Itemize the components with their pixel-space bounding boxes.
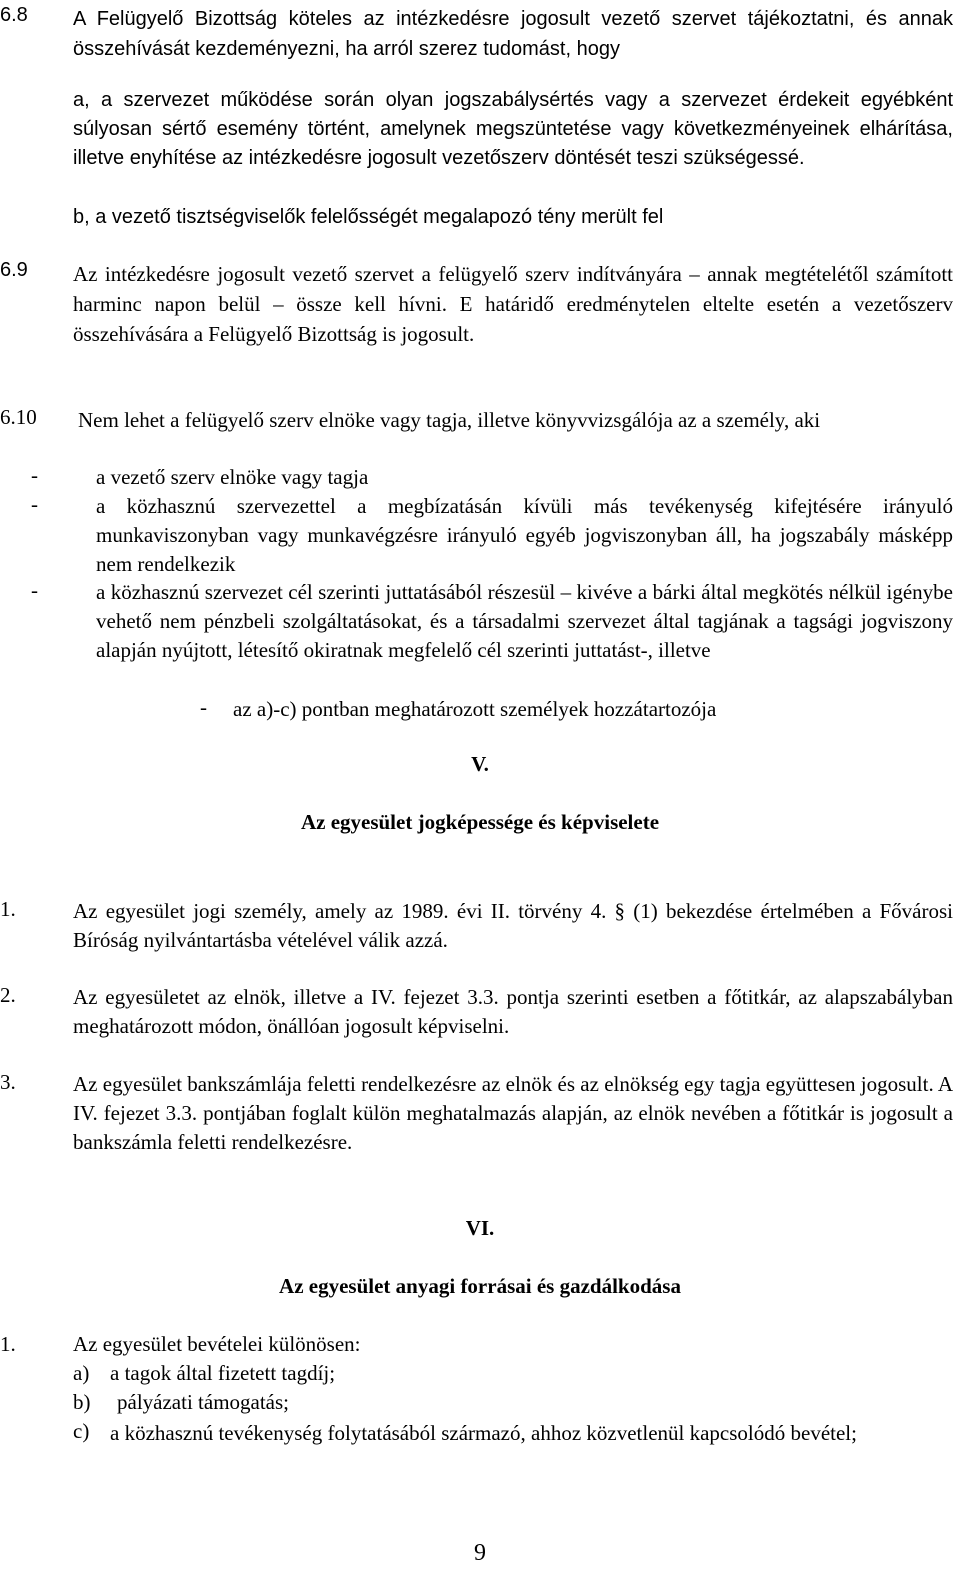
chapter-numeral: VI.: [465, 1216, 495, 1240]
list-dash: -: [200, 695, 207, 719]
page-number: 9: [474, 1540, 486, 1566]
chapter-title: Az egyesület anyagi forrásai és gazdálkodása: [279, 1274, 681, 1298]
item-text: a közhasznú tevékenység folytatásából származó, ahhoz közvetlenül kapcsolódó bevétel;: [110, 1421, 857, 1445]
item-text: Az egyesület jogi személy, amely az 1989. évi II. törvény 4. § (1) bekezdése értelmében a Fővárosi Bíróság nyilvántartásba vételével válik azzá.: [73, 899, 953, 952]
item-text: pályázati támogatás;: [117, 1390, 290, 1414]
chapter-numeral: V.: [471, 752, 489, 776]
item-text: Az egyesület bevételei különösen:: [73, 1332, 361, 1356]
section-number: 6.10: [0, 405, 37, 429]
item-label: a): [73, 1361, 90, 1385]
section-number: 6.9: [0, 259, 28, 281]
list-item-text: a közhasznú szervezet cél szerinti juttatásából részesül – kivéve a bárki által megkötés nélkül igénybe vehető nem pénzbeli szolgáltatásokat, és a társadalmi szervezet által tagjának a tagsági jogviszony alapján nyújtott, létesítő okiratnak megfelelő cél szerinti juttatást-, illetve: [96, 580, 953, 662]
list-item-text: a vezető szerv elnöke vagy tagja: [96, 465, 369, 489]
list-item-text: a közhasznú szervezettel a megbízatásán kívüli más tevékenység kifejtésére irányuló munkaviszonyban vagy munkavégzésre irányuló egyéb jogviszonyban áll, ha jogszabály másképp nem rendelkezik: [96, 494, 953, 576]
item-label: b): [73, 1390, 91, 1414]
section-text: Az intézkedésre jogosult vezető szervet a felügyelő szerv indítványára – annak megtételétől számított harminc napon belül – össze kell hívni. E határidő eredménytelen eltelte esetén a vezetőszerv összehívására a Felügyelő Bizottság is jogosult.: [73, 262, 953, 346]
item-text: Az egyesületet az elnök, illetve a IV. fejezet 3.3. pontja szerinti esetben a főtitkár, az alapszabályban meghatározott módon, önállóan jogosult képviselni.: [73, 985, 953, 1038]
item-number: 2.: [0, 983, 16, 1007]
list-dash: -: [31, 463, 38, 487]
section-intro: A Felügyelő Bizottság köteles az intézkedésre jogosult vezető szervet tájékoztatni, és annak összehívását kezdeményezni, ha arról szerez tudomást, hogy: [73, 8, 953, 60]
section-intro: Nem lehet a felügyelő szerv elnöke vagy tagja, illetve könyvvizsgálója az a személy, aki: [78, 408, 821, 432]
item-number: 1.: [0, 897, 16, 921]
item-number: 3.: [0, 1070, 16, 1094]
list-dash: -: [31, 578, 38, 602]
item-label: c): [73, 1419, 90, 1443]
chapter-title: Az egyesület jogképessége és képviselete: [300, 810, 660, 834]
item-text: a tagok által fizetett tagdíj;: [110, 1361, 336, 1385]
item-b: b, a vezető tisztségviselők felelősségét megalapozó tény merült fel: [73, 206, 664, 228]
item-text: Az egyesület bankszámlája feletti rendelkezésre az elnök és az elnökség egy tagja együttesen jogosult. A IV. fejezet 3.3. pontjában foglalt külön meghatalmazás alapján, az elnök nevében a főtitkár is jogosult a bankszámla feletti rendelkezésre.: [73, 1072, 953, 1154]
section-number: 6.8: [0, 4, 28, 26]
item-number: 1.: [0, 1332, 16, 1356]
item-a: a, a szervezet működése során olyan jogszabálysértés vagy a szervezet érdekeit egyébként súlyosan sértő esemény történt, amelynek megszüntetése vagy következményeinek elhárítása, illetve enyhítése az intézkedésre jogosult vezetőszerv döntését teszi szükségessé.: [73, 89, 953, 169]
sub-list-item-text: az a)-c) pontban meghatározott személyek hozzátartozója: [233, 697, 717, 721]
list-dash: -: [31, 492, 38, 516]
